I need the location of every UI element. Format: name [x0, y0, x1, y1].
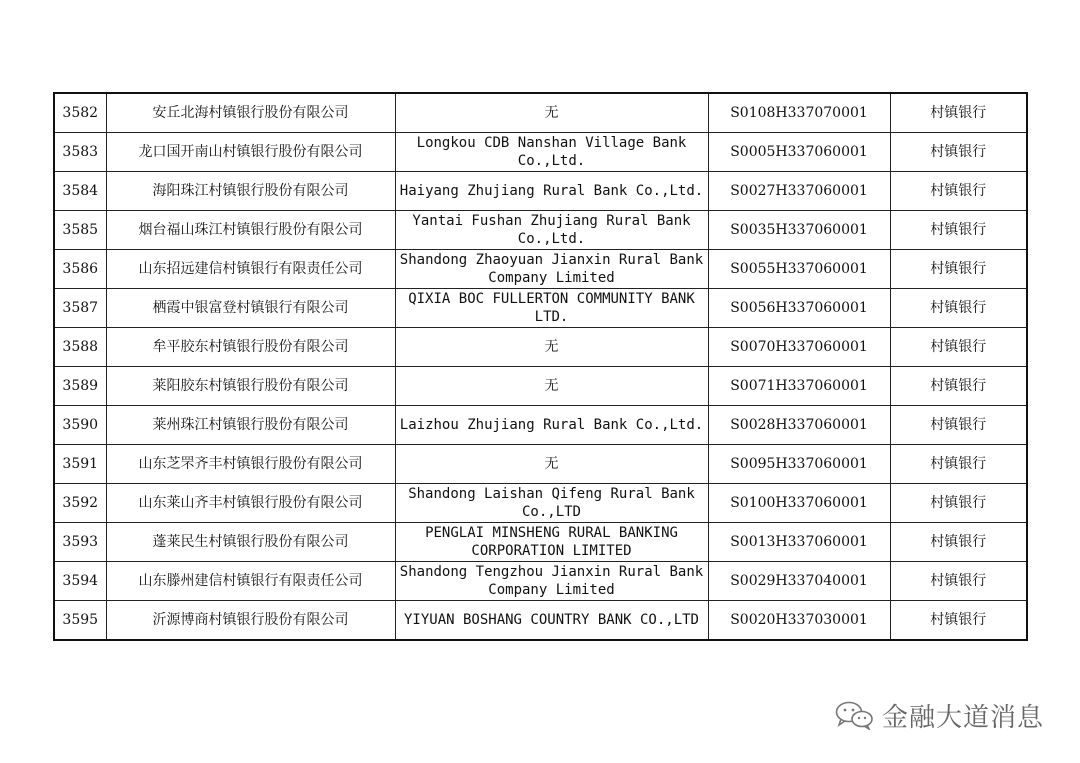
row-number: 3594: [54, 562, 106, 601]
bank-name-english: Shandong Zhaoyuan Jianxin Rural Bank Company Limited: [395, 250, 708, 289]
bank-name-chinese: 安丘北海村镇银行股份有限公司: [106, 93, 395, 133]
institution-type: 村镇银行: [890, 562, 1027, 601]
institution-type: 村镇银行: [890, 406, 1027, 445]
table-row: [54, 133, 1027, 172]
bank-name-chinese: 山东招远建信村镇银行有限责任公司: [106, 250, 395, 289]
institution-code: S0028H337060001: [708, 406, 890, 445]
institution-code: S0013H337060001: [708, 523, 890, 562]
bank-registry-table: [53, 92, 1028, 641]
institution-type: 村镇银行: [890, 523, 1027, 562]
institution-code: S0029H337040001: [708, 562, 890, 601]
institution-code: S0055H337060001: [708, 250, 890, 289]
bank-name-chinese: 沂源博商村镇银行股份有限公司: [106, 601, 395, 641]
table-row: [54, 445, 1027, 484]
bank-name-english: Shandong Laishan Qifeng Rural Bank Co.,LTD: [395, 484, 708, 523]
bank-name-chinese: 蓬莱民生村镇银行股份有限公司: [106, 523, 395, 562]
bank-name-english: PENGLAI MINSHENG RURAL BANKING CORPORATION LIMITED: [395, 523, 708, 562]
institution-code: S0005H337060001: [708, 133, 890, 172]
bank-name-english: 无: [395, 328, 708, 367]
row-number: 3582: [54, 93, 106, 133]
bank-name-chinese: 莱州珠江村镇银行股份有限公司: [106, 406, 395, 445]
bank-name-chinese: 山东莱山齐丰村镇银行股份有限公司: [106, 484, 395, 523]
institution-type: 村镇银行: [890, 250, 1027, 289]
institution-type: 村镇银行: [890, 289, 1027, 328]
bank-name-english: QIXIA BOC FULLERTON COMMUNITY BANK LTD.: [395, 289, 708, 328]
table-row: [54, 601, 1027, 641]
bank-name-english: Laizhou Zhujiang Rural Bank Co.,Ltd.: [395, 406, 708, 445]
bank-name-chinese: 牟平胶东村镇银行股份有限公司: [106, 328, 395, 367]
institution-type: 村镇银行: [890, 172, 1027, 211]
table-row: [54, 484, 1027, 523]
institution-code: S0071H337060001: [708, 367, 890, 406]
institution-type: 村镇银行: [890, 133, 1027, 172]
row-number: 3586: [54, 250, 106, 289]
institution-type: 村镇银行: [890, 93, 1027, 133]
institution-code: S0100H337060001: [708, 484, 890, 523]
row-number: 3593: [54, 523, 106, 562]
institution-code: S0108H337070001: [708, 93, 890, 133]
bank-name-english: 无: [395, 445, 708, 484]
table-row: [54, 250, 1027, 289]
row-number: 3589: [54, 367, 106, 406]
row-number: 3583: [54, 133, 106, 172]
table-row: [54, 93, 1027, 133]
row-number: 3592: [54, 484, 106, 523]
institution-code: S0035H337060001: [708, 211, 890, 250]
row-number: 3585: [54, 211, 106, 250]
institution-type: 村镇银行: [890, 484, 1027, 523]
bank-name-chinese: 山东滕州建信村镇银行有限责任公司: [106, 562, 395, 601]
table-row: [54, 367, 1027, 406]
institution-type: 村镇银行: [890, 367, 1027, 406]
bank-name-chinese: 栖霞中银富登村镇银行有限公司: [106, 289, 395, 328]
wechat-icon: [834, 700, 874, 730]
bank-name-english: Haiyang Zhujiang Rural Bank Co.,Ltd.: [395, 172, 708, 211]
institution-type: 村镇银行: [890, 211, 1027, 250]
bank-name-english: Yantai Fushan Zhujiang Rural Bank Co.,Ltd.: [395, 211, 708, 250]
wechat-watermark: [834, 697, 1044, 733]
institution-code: S0070H337060001: [708, 328, 890, 367]
institution-type: 村镇银行: [890, 328, 1027, 367]
table-row: [54, 289, 1027, 328]
institution-code: S0056H337060001: [708, 289, 890, 328]
table-row: [54, 406, 1027, 445]
institution-code: S0020H337030001: [708, 601, 890, 641]
bank-name-english: 无: [395, 93, 708, 133]
institution-code: S0027H337060001: [708, 172, 890, 211]
row-number: 3588: [54, 328, 106, 367]
bank-name-english: Longkou CDB Nanshan Village Bank Co.,Ltd.: [395, 133, 708, 172]
institution-type: 村镇银行: [890, 601, 1027, 641]
institution-type: 村镇银行: [890, 445, 1027, 484]
bank-name-chinese: 莱阳胶东村镇银行股份有限公司: [106, 367, 395, 406]
row-number: 3595: [54, 601, 106, 641]
row-number: 3591: [54, 445, 106, 484]
bank-name-english: Shandong Tengzhou Jianxin Rural Bank Company Limited: [395, 562, 708, 601]
row-number: 3587: [54, 289, 106, 328]
table-row: [54, 523, 1027, 562]
table-row: [54, 562, 1027, 601]
row-number: 3590: [54, 406, 106, 445]
row-number: 3584: [54, 172, 106, 211]
bank-name-chinese: 海阳珠江村镇银行股份有限公司: [106, 172, 395, 211]
bank-name-english: YIYUAN BOSHANG COUNTRY BANK CO.,LTD: [395, 601, 708, 641]
bank-name-english: 无: [395, 367, 708, 406]
bank-name-chinese: 山东芝罘齐丰村镇银行股份有限公司: [106, 445, 395, 484]
table-row: [54, 172, 1027, 211]
watermark-text: 金融大道消息: [882, 702, 1045, 733]
institution-code: S0095H337060001: [708, 445, 890, 484]
bank-name-chinese: 龙口国开南山村镇银行股份有限公司: [106, 133, 395, 172]
table-row: [54, 328, 1027, 367]
bank-name-chinese: 烟台福山珠江村镇银行股份有限公司: [106, 211, 395, 250]
table-row: [54, 211, 1027, 250]
